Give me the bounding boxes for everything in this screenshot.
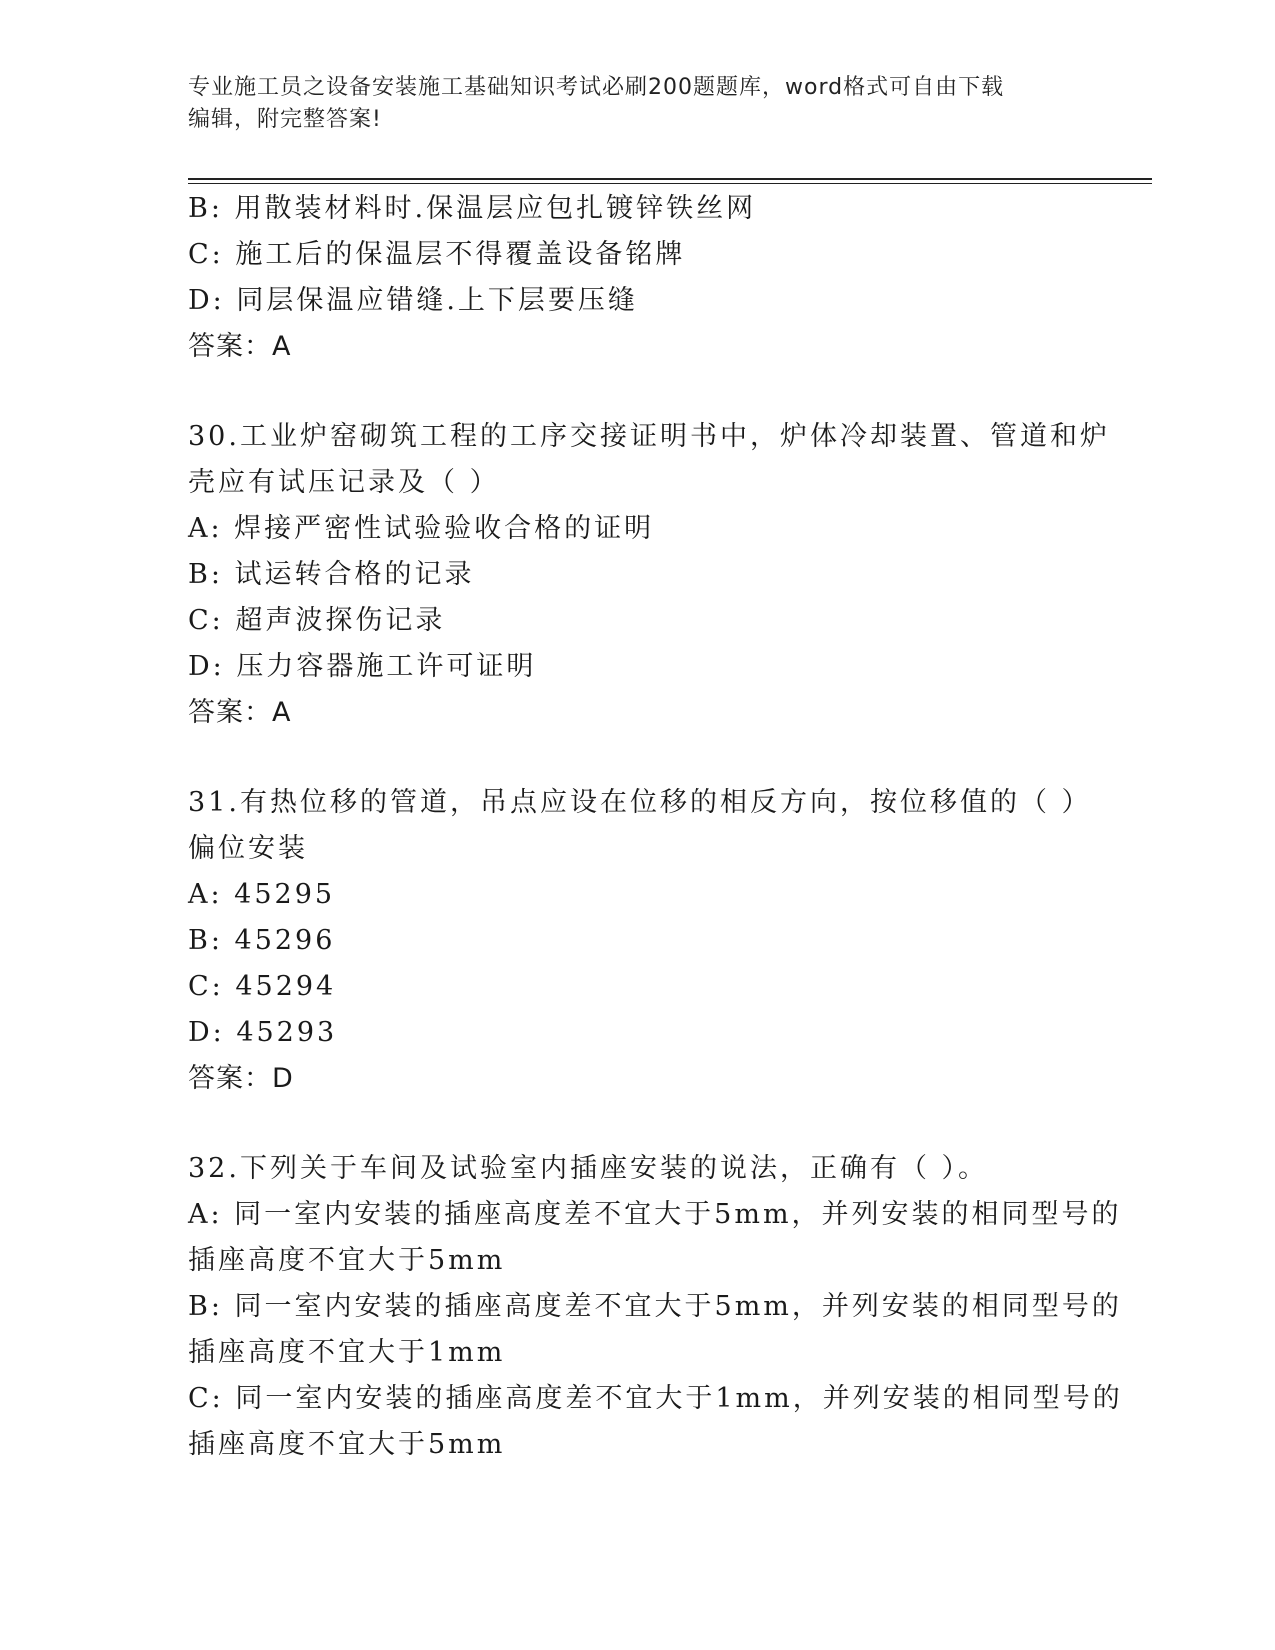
q32-option-c-line-1: C: 同一室内安装的插座高度差不宜大于1mm，并列安装的相同型号的 <box>188 1383 1123 1414</box>
q32-option-c-line-2: 插座高度不宜大于5mm <box>188 1429 506 1460</box>
header-line-1: 专业施工员之设备安装施工基础知识考试必刷200题题库，word格式可自由下载 <box>188 75 1005 100</box>
q30-option-c: C: 超声波探伤记录 <box>188 605 446 636</box>
q32-option-a-line-1: A: 同一室内安装的插座高度差不宜大于5mm，并列安装的相同型号的 <box>188 1199 1122 1230</box>
question-29 <box>188 186 1088 370</box>
question-32 <box>188 1146 1123 1468</box>
q31-stem-line-2: 偏位安装 <box>188 833 308 864</box>
header-line-2: 编辑，附完整答案! <box>188 107 382 132</box>
q32-option-b-line-1: B: 同一室内安装的插座高度差不宜大于5mm，并列安装的相同型号的 <box>188 1291 1122 1322</box>
q31-answer: 答案：D <box>188 1063 294 1094</box>
q30-answer: 答案：A <box>188 697 292 728</box>
q30-stem-line-2: 壳应有试压记录及（ ） <box>188 467 500 498</box>
q32-option-b-line-2: 插座高度不宜大于1mm <box>188 1337 506 1368</box>
question-31 <box>188 780 1092 1102</box>
q32-stem-line-1: 32.下列关于车间及试验室内插座安装的说法，正确有（ ）。 <box>188 1153 989 1184</box>
question-30 <box>188 414 1110 736</box>
spacer <box>188 370 1088 414</box>
question-list <box>188 186 1123 1468</box>
spacer <box>188 736 1088 780</box>
q30-stem-line-1: 30.工业炉窑砌筑工程的工序交接证明书中，炉体冷却装置、管道和炉 <box>188 421 1110 452</box>
q31-option-c: C: 45294 <box>188 971 337 1002</box>
q31-option-a: A: 45295 <box>188 879 336 910</box>
header-divider-thick <box>188 178 1152 180</box>
q31-option-b: B: 45296 <box>188 925 336 956</box>
page-header <box>188 72 1088 136</box>
q31-stem-line-1: 31.有热位移的管道，吊点应设在位移的相反方向，按位移值的（ ） <box>188 787 1092 818</box>
header-divider-thin <box>188 183 1152 184</box>
q31-option-d: D: 45293 <box>188 1017 338 1048</box>
q30-option-d: D: 压力容器施工许可证明 <box>188 651 537 682</box>
q29-answer: 答案：A <box>188 331 292 362</box>
q29-option-c: C: 施工后的保温层不得覆盖设备铭牌 <box>188 239 686 270</box>
q32-option-a-line-2: 插座高度不宜大于5mm <box>188 1245 506 1276</box>
q30-option-a: A: 焊接严密性试验验收合格的证明 <box>188 513 655 544</box>
q29-option-d: D: 同层保温应错缝.上下层要压缝 <box>188 285 638 316</box>
spacer <box>188 1102 1088 1146</box>
q29-option-b: B: 用散装材料时.保温层应包扎镀锌铁丝网 <box>188 193 757 224</box>
q30-option-b: B: 试运转合格的记录 <box>188 559 475 590</box>
